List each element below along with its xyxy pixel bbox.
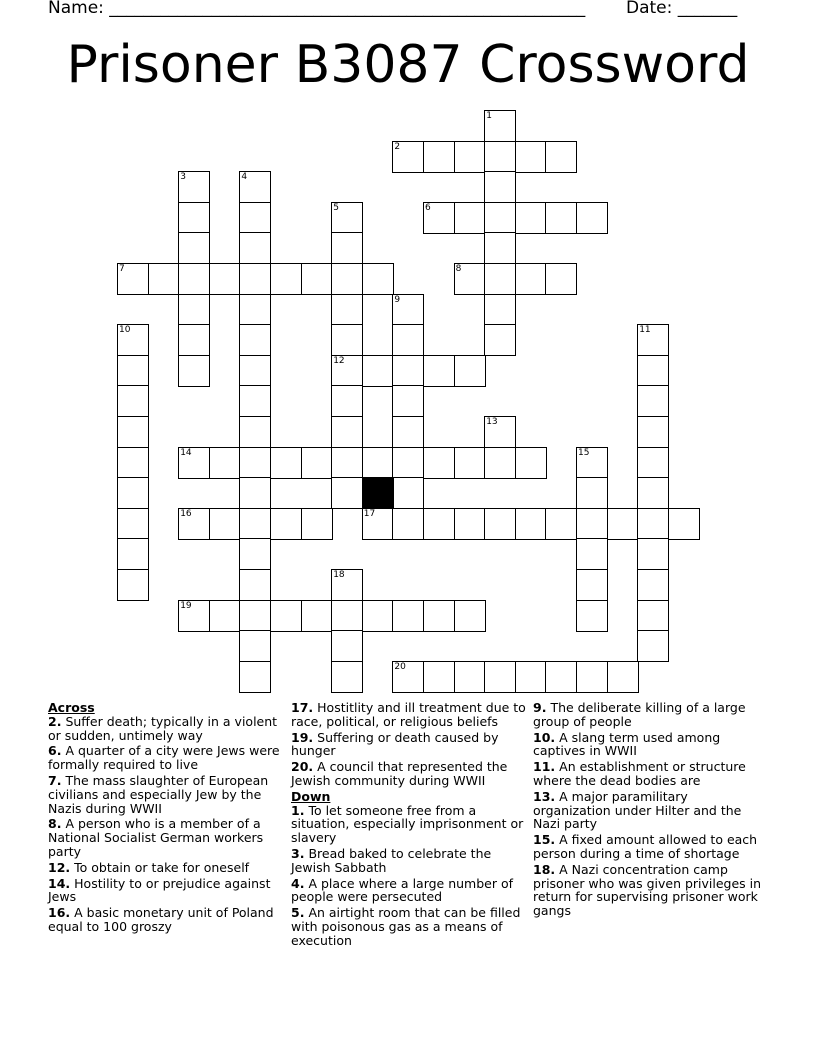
grid-square[interactable] bbox=[239, 385, 271, 417]
grid-square[interactable] bbox=[515, 508, 547, 540]
clue-number-label: 16 bbox=[180, 508, 192, 519]
clue-text: To obtain or take for oneself bbox=[74, 859, 250, 875]
clue-number: 5. bbox=[291, 905, 305, 921]
name-field[interactable]: Name: ________________________________________________________ bbox=[48, 0, 586, 18]
grid-square[interactable] bbox=[148, 263, 180, 295]
grid-square[interactable] bbox=[331, 630, 363, 662]
grid-square[interactable] bbox=[362, 263, 394, 295]
clue bbox=[291, 760, 527, 788]
clue-number: 12. bbox=[48, 859, 71, 875]
grid-square[interactable] bbox=[392, 600, 424, 632]
grid-square[interactable] bbox=[545, 202, 577, 234]
grid-square[interactable] bbox=[576, 202, 608, 234]
clue bbox=[48, 861, 284, 875]
clue-number: 14. bbox=[48, 875, 71, 891]
clue-number-label: 10 bbox=[119, 325, 131, 336]
grid-square[interactable] bbox=[331, 385, 363, 417]
grid-square[interactable] bbox=[362, 355, 394, 387]
grid-square[interactable] bbox=[576, 477, 608, 509]
grid-square[interactable] bbox=[637, 600, 669, 632]
clue-number-label: 9 bbox=[394, 294, 401, 305]
grid-square[interactable] bbox=[515, 202, 547, 234]
clue-number-label: 1 bbox=[486, 111, 492, 121]
grid-square[interactable] bbox=[209, 447, 241, 479]
grid-square[interactable] bbox=[576, 538, 608, 570]
grid-square[interactable] bbox=[117, 569, 149, 601]
grid-square[interactable] bbox=[454, 355, 486, 387]
clue-text: A Nazi concentration camp prisoner who was given privileges in return for supervising prisoner work gangs bbox=[533, 861, 762, 919]
grid-square[interactable] bbox=[545, 661, 577, 693]
date-field[interactable]: Date: _______ bbox=[626, 0, 738, 18]
grid-square[interactable] bbox=[392, 324, 424, 356]
grid-square[interactable] bbox=[178, 294, 210, 326]
grid-square[interactable] bbox=[392, 508, 424, 540]
grid-square[interactable] bbox=[239, 263, 271, 295]
grid-square[interactable] bbox=[301, 508, 333, 540]
grid-square[interactable] bbox=[239, 355, 271, 387]
grid-square[interactable] bbox=[545, 141, 577, 173]
grid-square[interactable] bbox=[668, 508, 700, 540]
clue-text: A council that represented the Jewish community during WWII bbox=[291, 759, 508, 788]
clue bbox=[533, 701, 769, 729]
grid-square[interactable] bbox=[392, 385, 424, 417]
clue-text: The mass slaughter of European civilians and especially Jew by the Nazis during WWII bbox=[48, 772, 269, 816]
down-clue-list-continued bbox=[533, 701, 769, 918]
grid-square[interactable] bbox=[117, 355, 149, 387]
grid-square[interactable] bbox=[484, 232, 516, 264]
clue-number: 11. bbox=[533, 759, 556, 775]
clue-number: 20. bbox=[291, 759, 314, 775]
clue-number-label: 13 bbox=[486, 417, 498, 427]
clue-number-label: 15 bbox=[578, 447, 590, 458]
clue bbox=[291, 804, 527, 845]
grid-square[interactable] bbox=[117, 477, 149, 509]
down-clue-list bbox=[291, 804, 527, 948]
clue bbox=[48, 715, 284, 743]
grid-square[interactable] bbox=[423, 661, 455, 693]
clue-text: Hostility to or prejudice against Jews bbox=[48, 875, 271, 905]
clue-number-label: 14 bbox=[180, 447, 192, 458]
clue-column-2 bbox=[291, 701, 527, 950]
grid-square[interactable] bbox=[117, 416, 149, 448]
grid-square[interactable] bbox=[239, 324, 271, 356]
clue-number-label: 17 bbox=[363, 508, 376, 519]
grid-square[interactable] bbox=[270, 600, 302, 632]
grid-square[interactable] bbox=[239, 416, 271, 448]
grid-square[interactable] bbox=[454, 600, 486, 632]
blocked-square bbox=[362, 477, 394, 509]
grid-square[interactable] bbox=[392, 355, 424, 387]
grid-square[interactable] bbox=[515, 447, 547, 479]
grid-square[interactable] bbox=[392, 416, 424, 448]
clue-text: A quarter of a city were Jews were formally required to live bbox=[48, 743, 280, 773]
clue bbox=[291, 701, 527, 729]
grid-square[interactable] bbox=[423, 355, 455, 387]
clue-text: Bread baked to celebrate the Jewish Sabbath bbox=[291, 845, 492, 875]
grid-square[interactable] bbox=[301, 447, 333, 479]
page-title: Prisoner B3087 Crossword bbox=[66, 35, 750, 95]
clue-text: A basic monetary unit of Poland equal to 100 groszy bbox=[48, 905, 274, 934]
grid-square[interactable] bbox=[331, 232, 363, 264]
clue bbox=[48, 877, 284, 905]
grid-square[interactable] bbox=[484, 447, 516, 479]
clue-text: An airtight room that can be filled with poisonous gas as a means of execution bbox=[291, 905, 521, 948]
grid-square[interactable] bbox=[637, 385, 669, 417]
grid-square[interactable] bbox=[239, 447, 271, 479]
grid-square[interactable] bbox=[270, 263, 302, 295]
clue-text: A person who is a member of a National Socialist German workers party bbox=[48, 816, 264, 859]
clue-number-label: 19 bbox=[180, 600, 192, 611]
grid-square[interactable] bbox=[607, 661, 639, 693]
clue-number-label: 3 bbox=[180, 172, 186, 183]
clue-number-label: 12 bbox=[333, 355, 345, 366]
grid-square[interactable] bbox=[362, 600, 394, 632]
clue-text: The deliberate killing of a large group of people bbox=[533, 700, 746, 729]
clue-text: An establishment or structure where the dead bodies are bbox=[533, 759, 746, 788]
clue-text: Suffer death; typically in a violent or sudden, untimely way bbox=[48, 713, 278, 743]
clue-text: A fixed amount allowed to each person during a time of shortage bbox=[533, 832, 758, 861]
grid-square[interactable] bbox=[362, 447, 394, 479]
grid-square[interactable] bbox=[209, 508, 241, 540]
grid-square[interactable] bbox=[607, 508, 639, 540]
clue-number-label: 7 bbox=[119, 264, 125, 274]
grid-square[interactable] bbox=[454, 141, 486, 173]
grid-square[interactable] bbox=[239, 569, 271, 601]
grid-square[interactable] bbox=[484, 294, 516, 326]
grid-square[interactable] bbox=[331, 477, 363, 509]
grid-square[interactable] bbox=[576, 508, 608, 540]
clue-number: 7. bbox=[48, 772, 62, 788]
clue-text: Hostitlity and ill treatment due to race, political, or religious beliefs bbox=[291, 700, 526, 729]
grid-square[interactable] bbox=[178, 324, 210, 356]
grid-square[interactable] bbox=[331, 294, 363, 326]
grid-square[interactable] bbox=[484, 202, 516, 234]
clue-number: 10. bbox=[533, 729, 556, 745]
clue-number-label: 5 bbox=[333, 202, 339, 213]
grid-square[interactable] bbox=[576, 661, 608, 693]
grid-square[interactable] bbox=[331, 600, 363, 632]
grid-square[interactable] bbox=[484, 141, 516, 173]
clue-text: A place where a large number of people were persecuted bbox=[291, 875, 514, 905]
grid-square[interactable] bbox=[423, 447, 455, 479]
clue-number: 9. bbox=[533, 700, 547, 715]
clue-number: 19. bbox=[291, 729, 314, 745]
grid-square[interactable] bbox=[454, 508, 486, 540]
clue bbox=[533, 790, 769, 831]
grid-square[interactable] bbox=[423, 508, 455, 540]
grid-square[interactable] bbox=[301, 600, 333, 632]
grid-square[interactable] bbox=[392, 477, 424, 509]
grid-square[interactable] bbox=[239, 477, 271, 509]
grid-square[interactable] bbox=[239, 508, 271, 540]
grid-square[interactable] bbox=[331, 447, 363, 479]
grid-square[interactable] bbox=[178, 263, 210, 295]
clue-number: 16. bbox=[48, 905, 71, 921]
clue-text: To let someone free from a situation, especially imprisonment or slavery bbox=[291, 802, 524, 846]
grid-square[interactable] bbox=[576, 569, 608, 601]
grid-square[interactable] bbox=[484, 263, 516, 295]
grid-square[interactable] bbox=[331, 661, 363, 693]
clue-number: 8. bbox=[48, 816, 62, 832]
grid-square[interactable] bbox=[239, 600, 271, 632]
grid-square[interactable] bbox=[637, 477, 669, 509]
grid-square[interactable] bbox=[270, 447, 302, 479]
clue bbox=[48, 744, 284, 772]
grid-square[interactable] bbox=[637, 508, 669, 540]
clue bbox=[291, 731, 527, 759]
clue-column-3 bbox=[533, 701, 769, 920]
clue-number: 17. bbox=[291, 700, 314, 715]
grid-square[interactable] bbox=[637, 538, 669, 570]
down-heading: Down bbox=[291, 788, 331, 804]
grid-square[interactable] bbox=[637, 630, 669, 662]
clue-number: 3. bbox=[291, 845, 305, 861]
grid-square[interactable] bbox=[423, 600, 455, 632]
across-clue-list-continued bbox=[291, 701, 527, 788]
clue-text: A major paramilitary organization under Hilter and the Nazi party bbox=[533, 788, 742, 832]
grid-square[interactable] bbox=[239, 202, 271, 234]
grid-square[interactable] bbox=[117, 385, 149, 417]
grid-square[interactable] bbox=[423, 141, 455, 173]
grid-square[interactable] bbox=[454, 661, 486, 693]
clue-text: Suffering or death caused by hunger bbox=[291, 729, 499, 759]
grid-square[interactable] bbox=[484, 508, 516, 540]
grid-square[interactable] bbox=[239, 294, 271, 326]
grid-square[interactable] bbox=[515, 263, 547, 295]
grid-square[interactable] bbox=[484, 324, 516, 356]
clue-column-1 bbox=[48, 701, 284, 936]
grid-square[interactable] bbox=[454, 202, 486, 234]
clue-number: 18. bbox=[533, 861, 556, 877]
grid-square[interactable] bbox=[331, 324, 363, 356]
grid-square[interactable] bbox=[178, 202, 210, 234]
grid-square[interactable] bbox=[637, 416, 669, 448]
clue-number-label: 11 bbox=[639, 325, 651, 336]
grid-square[interactable] bbox=[239, 630, 271, 662]
grid-square[interactable] bbox=[515, 141, 547, 173]
clue bbox=[48, 817, 284, 858]
grid-square[interactable] bbox=[637, 569, 669, 601]
grid-square[interactable] bbox=[545, 508, 577, 540]
clue-number-label: 20 bbox=[394, 661, 406, 672]
clue-number: 2. bbox=[48, 713, 62, 729]
clue bbox=[291, 847, 527, 875]
clue bbox=[48, 774, 284, 815]
grid-square[interactable] bbox=[178, 355, 210, 387]
grid-square[interactable] bbox=[178, 232, 210, 264]
clue-number-label: 4 bbox=[241, 172, 248, 183]
grid-square[interactable] bbox=[117, 447, 149, 479]
grid-square[interactable] bbox=[454, 447, 486, 479]
grid-square[interactable] bbox=[209, 263, 241, 295]
grid-square[interactable] bbox=[239, 232, 271, 264]
clue bbox=[291, 906, 527, 947]
clue bbox=[291, 877, 527, 905]
grid-square[interactable] bbox=[239, 538, 271, 570]
grid-square[interactable] bbox=[270, 508, 302, 540]
clue-number: 15. bbox=[533, 832, 556, 848]
clue-number: 6. bbox=[48, 743, 62, 759]
clue bbox=[533, 833, 769, 861]
grid-square[interactable] bbox=[209, 600, 241, 632]
clue bbox=[48, 906, 284, 934]
grid-square[interactable] bbox=[545, 263, 577, 295]
clue-number: 13. bbox=[533, 788, 556, 804]
grid-square[interactable] bbox=[117, 538, 149, 570]
clue-number-label: 6 bbox=[425, 202, 431, 213]
grid-square[interactable] bbox=[637, 355, 669, 387]
grid-square[interactable] bbox=[239, 661, 271, 693]
clue-number: 4. bbox=[291, 875, 305, 891]
clue bbox=[533, 863, 769, 918]
grid-square[interactable] bbox=[484, 661, 516, 693]
grid-square[interactable] bbox=[392, 447, 424, 479]
grid-square[interactable] bbox=[117, 508, 149, 540]
clue-number-label: 8 bbox=[455, 264, 462, 274]
grid-square[interactable] bbox=[301, 263, 333, 295]
clue-number: 1. bbox=[291, 802, 305, 818]
clue-number-label: 18 bbox=[333, 570, 345, 580]
clue-text: A slang term used among captives in WWII bbox=[533, 729, 721, 759]
grid-square[interactable] bbox=[515, 661, 547, 693]
across-heading: Across bbox=[48, 700, 95, 715]
clue-number-label: 2 bbox=[394, 141, 401, 152]
grid-square[interactable] bbox=[331, 263, 363, 295]
clue bbox=[533, 731, 769, 759]
across-clue-list bbox=[48, 715, 284, 934]
grid-square[interactable] bbox=[576, 600, 608, 632]
clue bbox=[533, 760, 769, 788]
grid-square[interactable] bbox=[484, 171, 516, 203]
grid-square[interactable] bbox=[331, 416, 363, 448]
grid-square[interactable] bbox=[637, 447, 669, 479]
